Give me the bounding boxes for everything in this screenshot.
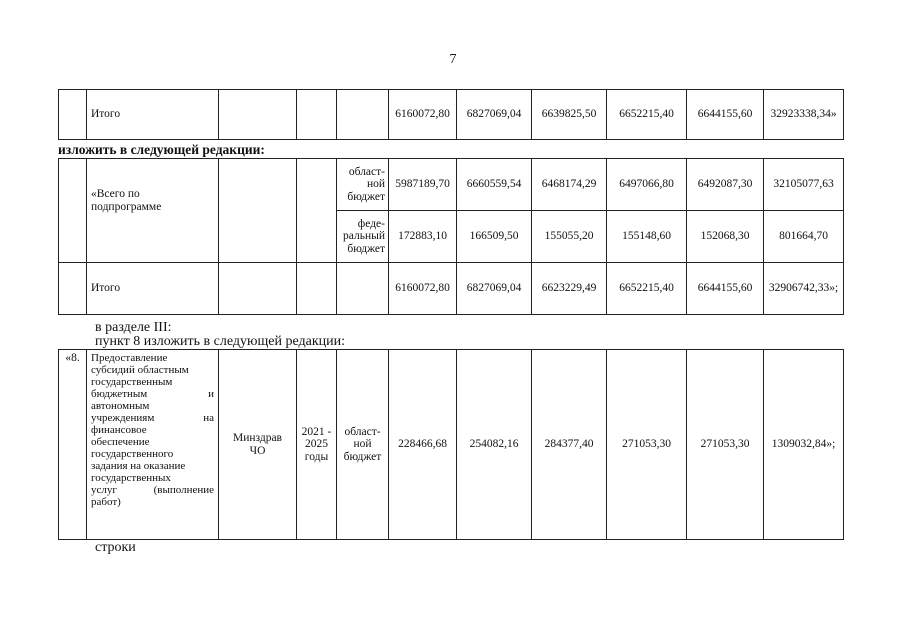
value-cell: 254082,16 (457, 350, 532, 540)
value-cell: 6827069,04 (457, 263, 532, 315)
table-row (59, 159, 844, 211)
section-reference: в разделе III: (95, 320, 172, 335)
value-cell: 172883,10 (389, 211, 457, 263)
value-cell: 1309032,84»; (764, 350, 844, 540)
desc-line: государственных (91, 472, 171, 484)
executor-cell: Минздрав ЧО (219, 350, 297, 540)
value-cell: 6660559,54 (457, 159, 532, 211)
budget-source-cell: област- ной бюджет (337, 350, 389, 540)
table-row (59, 263, 844, 315)
years-cell: 2021 - 2025 годы (297, 350, 337, 540)
row-label: Итого (87, 263, 219, 315)
desc-line: финансовое (91, 424, 147, 436)
item-number: «8. (59, 350, 87, 540)
desc-line: услуг (выполнение (91, 484, 214, 496)
desc-line: задания на оказание (91, 460, 186, 472)
footer-text: строки (95, 540, 136, 555)
value-cell: 6644155,60 (687, 263, 764, 315)
row-label (87, 159, 219, 263)
page-number: 7 (449, 52, 457, 67)
label-line: «Всего по (91, 188, 140, 200)
table-row (59, 90, 844, 140)
label-line: подпрограмме (91, 200, 162, 213)
value-cell: 801664,70 (764, 211, 844, 263)
desc-line: субсидий областным (91, 364, 189, 376)
desc-line: государственного (91, 448, 174, 460)
value-cell: 6644155,60 (687, 90, 764, 140)
value-cell: 32923338,34» (764, 90, 844, 140)
table-item-8 (58, 349, 844, 540)
value-cell: 152068,30 (687, 211, 764, 263)
table-subprogram-new (58, 158, 844, 315)
value-cell: 6652215,40 (607, 90, 687, 140)
value-cell: 6468174,29 (532, 159, 607, 211)
desc-line: работ) (91, 496, 121, 508)
value-cell: 6623229,49 (532, 263, 607, 315)
value-cell: 6639825,50 (532, 90, 607, 140)
value-cell: 155148,60 (607, 211, 687, 263)
desc-line: Предоставление (91, 352, 168, 364)
table-row (59, 350, 844, 540)
value-cell: 228466,68 (389, 350, 457, 540)
value-cell: 6652215,40 (607, 263, 687, 315)
budget-source-cell: област- ной бюджет (337, 159, 389, 211)
value-cell: 6492087,30 (687, 159, 764, 211)
value-cell: 284377,40 (532, 350, 607, 540)
desc-line: бюджетным и (91, 388, 214, 400)
instruction-text: изложить в следующей редакции: (58, 142, 265, 157)
instruction-text: пункт 8 изложить в следующей редакции: (95, 334, 345, 349)
value-cell: 6497066,80 (607, 159, 687, 211)
desc-line: автономным (91, 400, 150, 412)
value-cell: 166509,50 (457, 211, 532, 263)
value-cell: 6827069,04 (457, 90, 532, 140)
value-cell: 271053,30 (607, 350, 687, 540)
desc-line: государственным (91, 376, 173, 388)
value-cell: 271053,30 (687, 350, 764, 540)
value-cell: 6160072,80 (389, 90, 457, 140)
budget-source-cell: феде- ральный бюджет (337, 211, 389, 263)
table-total-old (58, 89, 844, 140)
desc-line: учреждениям на (91, 412, 214, 424)
value-cell: 155055,20 (532, 211, 607, 263)
desc-line: обеспечение (91, 436, 150, 448)
row-label: Итого (87, 90, 219, 140)
value-cell: 5987189,70 (389, 159, 457, 211)
value-cell: 32906742,33»; (764, 263, 844, 315)
value-cell: 6160072,80 (389, 263, 457, 315)
item-description (87, 350, 219, 540)
value-cell: 32105077,63 (764, 159, 844, 211)
